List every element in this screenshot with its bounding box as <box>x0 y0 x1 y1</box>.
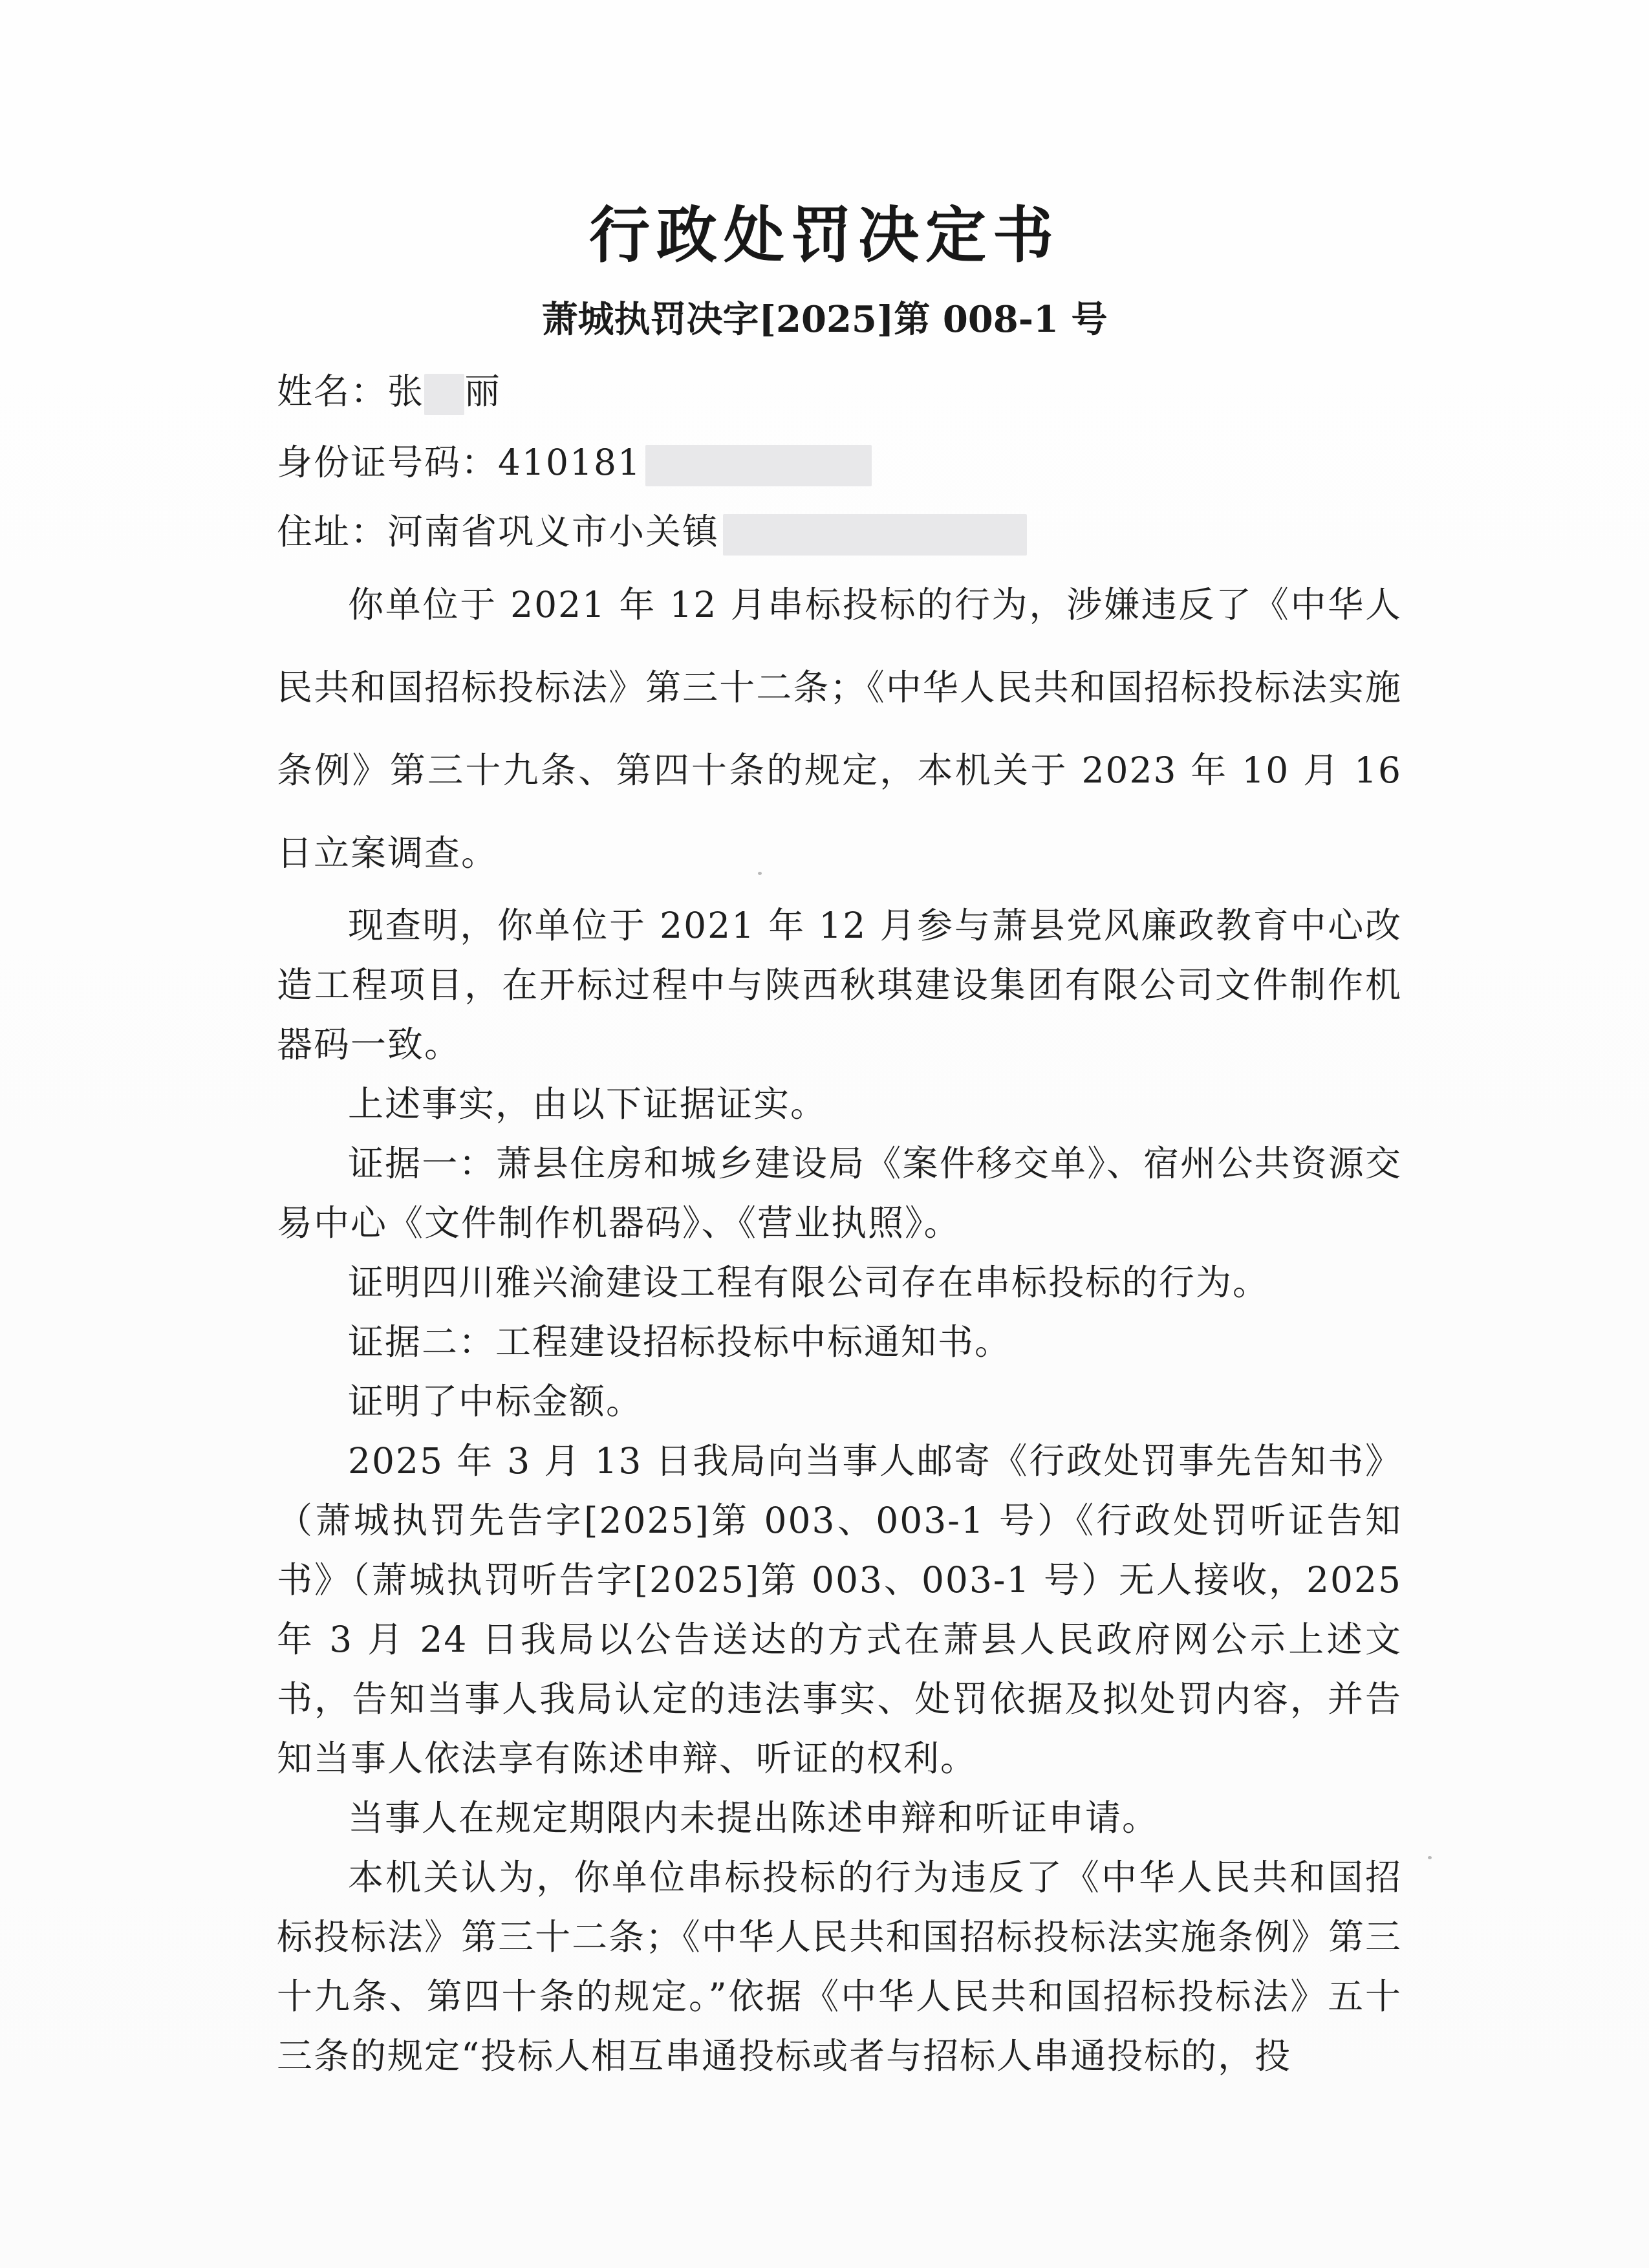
scan-speck <box>1428 1856 1432 1859</box>
evidence-intro: 上述事实，由以下证据证实。 <box>348 1083 828 1125</box>
facts-paragraph: 现查明，你单位于 2021 年 12 月参与萧县党风廉政教育中心改造工程项目，在开标过程中与陕西秋琪建设集团有限公司文件制作机器码一致。 <box>277 905 1402 1065</box>
address-label: 住址： <box>277 511 388 552</box>
no-response-paragraph: 当事人在规定期限内未提出陈述申辩和听证申请。 <box>348 1797 1159 1839</box>
name-first: 张 <box>387 371 425 412</box>
id-visible: 410181 <box>498 442 641 483</box>
facts-paragraph-block <box>277 896 1402 2086</box>
id-redaction <box>645 445 872 486</box>
name-last: 丽 <box>464 371 502 412</box>
case-paragraph-block <box>277 563 1402 894</box>
conclusion-paragraph: 本机关认为，你单位串标投标的行为违反了《中华人民共和国招标投标法》第三十二条；《中华人民共和国招标投标法实施条例》第三十九条、第四十条的规定。”依据《中华人民共和国招标投标法》五十三条的规定“投标人相互串通投标或者与招标人串通投标的，投 <box>277 1857 1402 2077</box>
evidence-two-proves: 证明了中标金额。 <box>348 1381 643 1422</box>
id-label: 身份证号码： <box>277 442 499 483</box>
evidence-two: 证据二：工程建设招标投标中标通知书。 <box>348 1321 1012 1363</box>
name-label: 姓名： <box>277 371 388 412</box>
id-line <box>277 440 872 486</box>
evidence-one-proves: 证明四川雅兴渝建设工程有限公司存在串标投标的行为。 <box>348 1262 1270 1303</box>
case-filing-paragraph: 你单位于 2021 年 12 月串标投标的行为，涉嫌违反了《中华人民共和国招标投标法》第三十二条；《中华人民共和国招标投标法实施条例》第三十九条、第四十条的规定，本机关于 2023 年 10 月 16 日立案调查。 <box>277 584 1402 874</box>
notice-paragraph: 2025 年 3 月 13 日我局向当事人邮寄《行政处罚事先告知书》（萧城执罚先告字[2025]第 003、003-1 号）《行政处罚听证告知书》（萧城执罚听告字[2025]第 003、003-1 号）无人接收，2025 年 3 月 24 日我局以公告送达的方式在萧县人民政府网公示上述文书，告知当事人我局认定的违法事实、处罚依据及拟处罚内容，并告知当事人依法享有陈述申辩、听证的权利。 <box>277 1440 1402 1779</box>
scan-speck <box>758 872 762 875</box>
evidence-one: 证据一：萧县住房和城乡建设局《案件移交单》、宿州公共资源交易中心《文件制作机器码》、《营业执照》。 <box>277 1143 1402 1244</box>
name-line <box>277 369 501 415</box>
document-title: 行政处罚决定书 <box>588 200 1060 271</box>
address-visible: 河南省巩义市小关镇 <box>387 511 720 552</box>
name-redaction <box>424 374 464 415</box>
address-line <box>277 509 1027 556</box>
document-number: 萧城执罚决字[2025]第 008-1 号 <box>541 298 1108 341</box>
address-redaction <box>723 514 1027 556</box>
